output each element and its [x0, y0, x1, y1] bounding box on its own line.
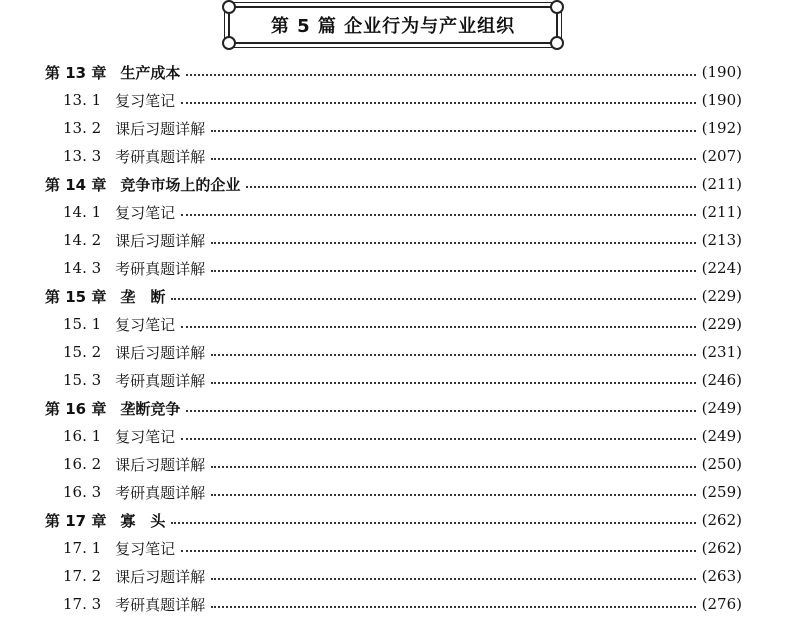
section-title: 课后习题详解: [115, 343, 206, 362]
dot-leader: [211, 352, 695, 356]
page-number: (250): [701, 455, 742, 473]
section-number: 13. 1: [63, 91, 102, 109]
dot-leader: [211, 492, 695, 496]
page-number: (207): [701, 147, 742, 165]
toc-section-row[interactable]: [45, 478, 742, 506]
section-title: 课后习题详解: [115, 567, 206, 586]
page-number: (190): [701, 63, 742, 81]
section-number: 15. 3: [63, 371, 102, 389]
dot-leader: [181, 436, 695, 440]
page-number: (249): [701, 427, 742, 445]
page-number: (213): [701, 231, 742, 249]
page-number: (211): [701, 203, 742, 221]
dot-leader: [181, 324, 695, 328]
page-number: (262): [701, 539, 742, 557]
section-number: 16. 3: [63, 483, 102, 501]
section-title: 复习笔记: [115, 427, 176, 446]
section-number: 14. 2: [63, 231, 102, 249]
part-banner: [228, 6, 558, 44]
dot-leader: [211, 604, 695, 608]
dot-leader: [171, 296, 695, 300]
section-title: 考研真题详解: [115, 147, 206, 166]
page-number: (229): [701, 315, 742, 333]
chapter-number: 第 14 章: [45, 175, 107, 194]
page-number: (246): [701, 371, 742, 389]
page-number: (249): [701, 399, 742, 417]
banner-corner-ornament: [550, 0, 564, 14]
section-title: 复习笔记: [115, 539, 176, 558]
section-number: 16. 2: [63, 455, 102, 473]
page-number: (276): [701, 595, 742, 613]
section-number: 17. 3: [63, 595, 102, 613]
section-title: 复习笔记: [115, 91, 176, 110]
toc-section-row[interactable]: [45, 534, 742, 562]
section-title: 考研真题详解: [115, 483, 206, 502]
dot-leader: [211, 268, 695, 272]
dot-leader: [181, 100, 695, 104]
dot-leader: [211, 240, 695, 244]
toc-section-row[interactable]: [45, 114, 742, 142]
page-number: (211): [701, 175, 742, 193]
chapter-title: 寡 头: [120, 511, 166, 530]
toc-section-row[interactable]: [45, 562, 742, 590]
toc-section-row[interactable]: [45, 310, 742, 338]
chapter-title: 生产成本: [120, 63, 181, 82]
dot-leader: [171, 520, 695, 524]
dot-leader: [211, 464, 695, 468]
toc-section-row[interactable]: [45, 226, 742, 254]
page-number: (192): [701, 119, 742, 137]
section-number: 15. 1: [63, 315, 102, 333]
section-number: 17. 2: [63, 567, 102, 585]
dot-leader: [181, 548, 695, 552]
chapter-number: 第 13 章: [45, 63, 107, 82]
section-number: 16. 1: [63, 427, 102, 445]
banner-corner-ornament: [550, 36, 564, 50]
chapter-title: 垄断竞争: [120, 399, 181, 418]
dot-leader: [211, 576, 695, 580]
dot-leader: [246, 184, 695, 188]
toc-section-row[interactable]: [45, 366, 742, 394]
section-title: 课后习题详解: [115, 231, 206, 250]
section-title: 课后习题详解: [115, 455, 206, 474]
chapter-number: 第 15 章: [45, 287, 107, 306]
dot-leader: [186, 72, 695, 76]
dot-leader: [181, 212, 695, 216]
toc-section-row[interactable]: [45, 86, 742, 114]
dot-leader: [211, 156, 695, 160]
section-number: 13. 3: [63, 147, 102, 165]
toc-chapter-row[interactable]: [45, 394, 742, 422]
banner-corner-ornament: [222, 36, 236, 50]
section-number: 14. 3: [63, 259, 102, 277]
banner-corner-ornament: [222, 0, 236, 14]
toc-section-row[interactable]: [45, 338, 742, 366]
table-of-contents: [45, 58, 742, 618]
page-number: (229): [701, 287, 742, 305]
section-number: 13. 2: [63, 119, 102, 137]
chapter-title: 竞争市场上的企业: [120, 175, 241, 194]
section-title: 考研真题详解: [115, 371, 206, 390]
toc-section-row[interactable]: [45, 590, 742, 618]
toc-section-row[interactable]: [45, 254, 742, 282]
toc-section-row[interactable]: [45, 198, 742, 226]
toc-chapter-row[interactable]: [45, 506, 742, 534]
toc-chapter-row[interactable]: [45, 170, 742, 198]
page-number: (262): [701, 511, 742, 529]
section-title: 复习笔记: [115, 315, 176, 334]
dot-leader: [211, 128, 695, 132]
toc-section-row[interactable]: [45, 450, 742, 478]
chapter-number: 第 16 章: [45, 399, 107, 418]
page-number: (190): [701, 91, 742, 109]
section-title: 课后习题详解: [115, 119, 206, 138]
section-number: 15. 2: [63, 343, 102, 361]
section-number: 14. 1: [63, 203, 102, 221]
part-title: 第 5 篇 企业行为与产业组织: [270, 16, 516, 37]
toc-chapter-row[interactable]: [45, 282, 742, 310]
page-number: (259): [701, 483, 742, 501]
dot-leader: [211, 380, 695, 384]
toc-chapter-row[interactable]: [45, 58, 742, 86]
section-title: 复习笔记: [115, 203, 176, 222]
page-number: (231): [701, 343, 742, 361]
chapter-number: 第 17 章: [45, 511, 107, 530]
toc-section-row[interactable]: [45, 142, 742, 170]
dot-leader: [186, 408, 695, 412]
section-number: 17. 1: [63, 539, 102, 557]
page-number: (263): [701, 567, 742, 585]
toc-section-row[interactable]: [45, 422, 742, 450]
section-title: 考研真题详解: [115, 595, 206, 614]
page-number: (224): [701, 259, 742, 277]
chapter-title: 垄 断: [120, 287, 166, 306]
section-title: 考研真题详解: [115, 259, 206, 278]
